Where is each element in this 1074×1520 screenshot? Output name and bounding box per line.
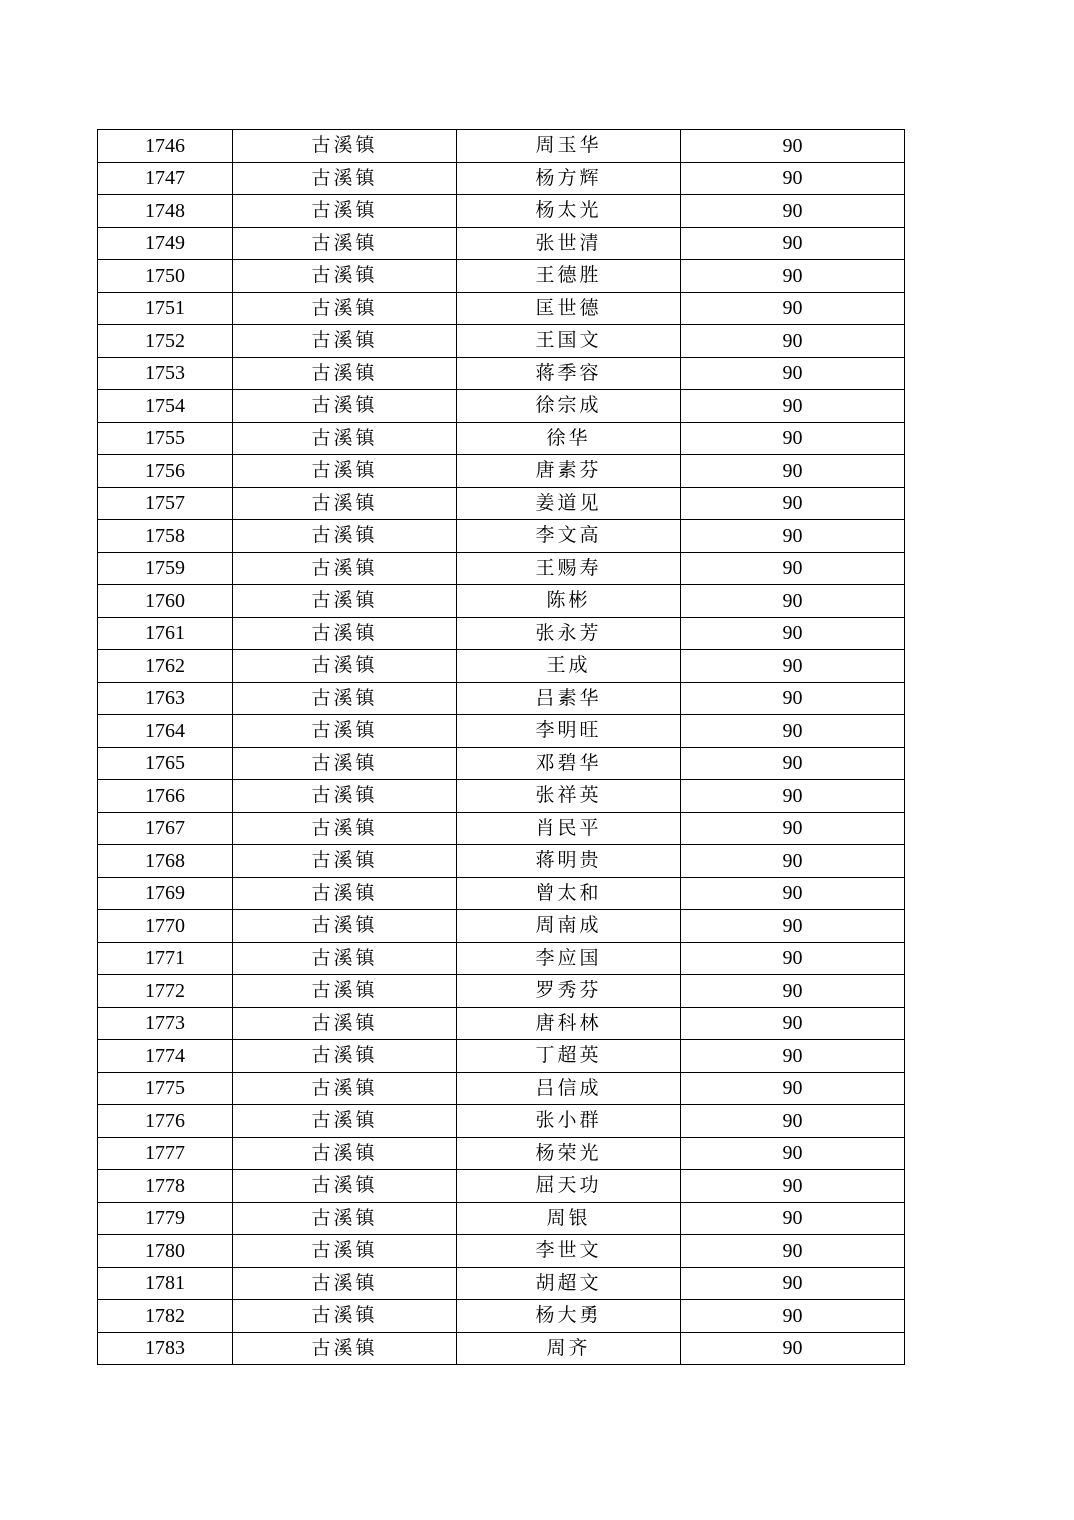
amount-cell: 90 (681, 552, 905, 585)
town-cell: 古溪镇 (233, 1007, 457, 1040)
name-cell: 杨方辉 (457, 162, 681, 195)
row-number-cell: 1780 (98, 1235, 233, 1268)
town-cell: 古溪镇 (233, 845, 457, 878)
table-row (98, 650, 905, 683)
amount-cell: 90 (681, 650, 905, 683)
town-cell: 古溪镇 (233, 325, 457, 358)
town-cell: 古溪镇 (233, 942, 457, 975)
amount-cell: 90 (681, 585, 905, 618)
name-cell: 杨太光 (457, 195, 681, 228)
amount-cell: 90 (681, 1072, 905, 1105)
name-cell: 张小群 (457, 1105, 681, 1138)
town-cell: 古溪镇 (233, 877, 457, 910)
table-row (98, 195, 905, 228)
amount-cell: 90 (681, 812, 905, 845)
table-row (98, 1332, 905, 1365)
row-number-cell: 1759 (98, 552, 233, 585)
table-row (98, 1267, 905, 1300)
town-cell: 古溪镇 (233, 682, 457, 715)
row-number-cell: 1777 (98, 1137, 233, 1170)
town-cell: 古溪镇 (233, 520, 457, 553)
data-table (97, 129, 905, 1365)
amount-cell: 90 (681, 1267, 905, 1300)
name-cell: 曾太和 (457, 877, 681, 910)
town-cell: 古溪镇 (233, 357, 457, 390)
name-cell: 张世清 (457, 227, 681, 260)
row-number-cell: 1757 (98, 487, 233, 520)
name-cell: 周齐 (457, 1332, 681, 1365)
row-number-cell: 1775 (98, 1072, 233, 1105)
town-cell: 古溪镇 (233, 390, 457, 423)
table-row (98, 162, 905, 195)
row-number-cell: 1755 (98, 422, 233, 455)
name-cell: 屈天功 (457, 1170, 681, 1203)
row-number-cell: 1782 (98, 1300, 233, 1333)
name-cell: 周银 (457, 1202, 681, 1235)
name-cell: 丁超英 (457, 1040, 681, 1073)
table-row (98, 1007, 905, 1040)
row-number-cell: 1783 (98, 1332, 233, 1365)
row-number-cell: 1766 (98, 780, 233, 813)
town-cell: 古溪镇 (233, 780, 457, 813)
name-cell: 杨荣光 (457, 1137, 681, 1170)
town-cell: 古溪镇 (233, 1105, 457, 1138)
table-row (98, 780, 905, 813)
amount-cell: 90 (681, 1040, 905, 1073)
row-number-cell: 1776 (98, 1105, 233, 1138)
amount-cell: 90 (681, 715, 905, 748)
name-cell: 王德胜 (457, 260, 681, 293)
row-number-cell: 1749 (98, 227, 233, 260)
town-cell: 古溪镇 (233, 227, 457, 260)
row-number-cell: 1762 (98, 650, 233, 683)
amount-cell: 90 (681, 1235, 905, 1268)
table-row (98, 1300, 905, 1333)
row-number-cell: 1768 (98, 845, 233, 878)
town-cell: 古溪镇 (233, 1235, 457, 1268)
amount-cell: 90 (681, 487, 905, 520)
row-number-cell: 1773 (98, 1007, 233, 1040)
table-row (98, 910, 905, 943)
amount-cell: 90 (681, 780, 905, 813)
town-cell: 古溪镇 (233, 455, 457, 488)
name-cell: 王国文 (457, 325, 681, 358)
town-cell: 古溪镇 (233, 162, 457, 195)
table-row (98, 975, 905, 1008)
amount-cell: 90 (681, 975, 905, 1008)
name-cell: 唐素芬 (457, 455, 681, 488)
table-row (98, 1137, 905, 1170)
amount-cell: 90 (681, 422, 905, 455)
row-number-cell: 1767 (98, 812, 233, 845)
name-cell: 蒋明贵 (457, 845, 681, 878)
amount-cell: 90 (681, 877, 905, 910)
row-number-cell: 1764 (98, 715, 233, 748)
table-row (98, 1202, 905, 1235)
row-number-cell: 1770 (98, 910, 233, 943)
row-number-cell: 1765 (98, 747, 233, 780)
row-number-cell: 1760 (98, 585, 233, 618)
town-cell: 古溪镇 (233, 1137, 457, 1170)
row-number-cell: 1778 (98, 1170, 233, 1203)
row-number-cell: 1771 (98, 942, 233, 975)
amount-cell: 90 (681, 747, 905, 780)
table-row (98, 845, 905, 878)
name-cell: 李世文 (457, 1235, 681, 1268)
table-body (98, 130, 905, 1365)
amount-cell: 90 (681, 682, 905, 715)
name-cell: 蒋季容 (457, 357, 681, 390)
name-cell: 徐华 (457, 422, 681, 455)
table-row (98, 1235, 905, 1268)
name-cell: 徐宗成 (457, 390, 681, 423)
name-cell: 胡超文 (457, 1267, 681, 1300)
row-number-cell: 1751 (98, 292, 233, 325)
amount-cell: 90 (681, 1202, 905, 1235)
table-row (98, 357, 905, 390)
amount-cell: 90 (681, 455, 905, 488)
town-cell: 古溪镇 (233, 260, 457, 293)
table-row (98, 292, 905, 325)
town-cell: 古溪镇 (233, 747, 457, 780)
amount-cell: 90 (681, 845, 905, 878)
town-cell: 古溪镇 (233, 1332, 457, 1365)
amount-cell: 90 (681, 1332, 905, 1365)
name-cell: 王成 (457, 650, 681, 683)
town-cell: 古溪镇 (233, 715, 457, 748)
table-row (98, 715, 905, 748)
amount-cell: 90 (681, 162, 905, 195)
name-cell: 唐科林 (457, 1007, 681, 1040)
town-cell: 古溪镇 (233, 1202, 457, 1235)
row-number-cell: 1769 (98, 877, 233, 910)
row-number-cell: 1754 (98, 390, 233, 423)
table-row (98, 942, 905, 975)
name-cell: 肖民平 (457, 812, 681, 845)
name-cell: 罗秀芬 (457, 975, 681, 1008)
table-row (98, 682, 905, 715)
row-number-cell: 1758 (98, 520, 233, 553)
town-cell: 古溪镇 (233, 1040, 457, 1073)
amount-cell: 90 (681, 260, 905, 293)
name-cell: 王赐寿 (457, 552, 681, 585)
table-row (98, 747, 905, 780)
town-cell: 古溪镇 (233, 487, 457, 520)
town-cell: 古溪镇 (233, 650, 457, 683)
amount-cell: 90 (681, 942, 905, 975)
row-number-cell: 1747 (98, 162, 233, 195)
town-cell: 古溪镇 (233, 1170, 457, 1203)
town-cell: 古溪镇 (233, 130, 457, 163)
amount-cell: 90 (681, 1105, 905, 1138)
table-row (98, 325, 905, 358)
table-row (98, 1040, 905, 1073)
name-cell: 杨大勇 (457, 1300, 681, 1333)
table-row (98, 455, 905, 488)
name-cell: 邓碧华 (457, 747, 681, 780)
town-cell: 古溪镇 (233, 552, 457, 585)
town-cell: 古溪镇 (233, 422, 457, 455)
row-number-cell: 1753 (98, 357, 233, 390)
name-cell: 姜道见 (457, 487, 681, 520)
row-number-cell: 1763 (98, 682, 233, 715)
town-cell: 古溪镇 (233, 292, 457, 325)
amount-cell: 90 (681, 357, 905, 390)
row-number-cell: 1752 (98, 325, 233, 358)
town-cell: 古溪镇 (233, 812, 457, 845)
table-row (98, 617, 905, 650)
table-row (98, 812, 905, 845)
table-row (98, 390, 905, 423)
amount-cell: 90 (681, 195, 905, 228)
name-cell: 陈彬 (457, 585, 681, 618)
table-row (98, 520, 905, 553)
amount-cell: 90 (681, 1170, 905, 1203)
town-cell: 古溪镇 (233, 617, 457, 650)
amount-cell: 90 (681, 520, 905, 553)
row-number-cell: 1750 (98, 260, 233, 293)
town-cell: 古溪镇 (233, 195, 457, 228)
table-row (98, 552, 905, 585)
table-row (98, 1170, 905, 1203)
amount-cell: 90 (681, 390, 905, 423)
amount-cell: 90 (681, 292, 905, 325)
town-cell: 古溪镇 (233, 1072, 457, 1105)
amount-cell: 90 (681, 617, 905, 650)
name-cell: 吕信成 (457, 1072, 681, 1105)
table-row (98, 227, 905, 260)
row-number-cell: 1746 (98, 130, 233, 163)
row-number-cell: 1774 (98, 1040, 233, 1073)
town-cell: 古溪镇 (233, 585, 457, 618)
table-row (98, 130, 905, 163)
table-row (98, 1072, 905, 1105)
row-number-cell: 1756 (98, 455, 233, 488)
name-cell: 李文高 (457, 520, 681, 553)
table-row (98, 1105, 905, 1138)
amount-cell: 90 (681, 1137, 905, 1170)
row-number-cell: 1772 (98, 975, 233, 1008)
town-cell: 古溪镇 (233, 975, 457, 1008)
town-cell: 古溪镇 (233, 1300, 457, 1333)
amount-cell: 90 (681, 227, 905, 260)
row-number-cell: 1779 (98, 1202, 233, 1235)
name-cell: 周玉华 (457, 130, 681, 163)
table-row (98, 422, 905, 455)
name-cell: 匡世德 (457, 292, 681, 325)
amount-cell: 90 (681, 1007, 905, 1040)
name-cell: 张祥英 (457, 780, 681, 813)
amount-cell: 90 (681, 130, 905, 163)
row-number-cell: 1781 (98, 1267, 233, 1300)
town-cell: 古溪镇 (233, 910, 457, 943)
table-row (98, 877, 905, 910)
amount-cell: 90 (681, 910, 905, 943)
table-row (98, 487, 905, 520)
name-cell: 吕素华 (457, 682, 681, 715)
name-cell: 李明旺 (457, 715, 681, 748)
town-cell: 古溪镇 (233, 1267, 457, 1300)
table-row (98, 585, 905, 618)
row-number-cell: 1748 (98, 195, 233, 228)
row-number-cell: 1761 (98, 617, 233, 650)
name-cell: 张永芳 (457, 617, 681, 650)
amount-cell: 90 (681, 325, 905, 358)
name-cell: 李应国 (457, 942, 681, 975)
name-cell: 周南成 (457, 910, 681, 943)
amount-cell: 90 (681, 1300, 905, 1333)
table-row (98, 260, 905, 293)
